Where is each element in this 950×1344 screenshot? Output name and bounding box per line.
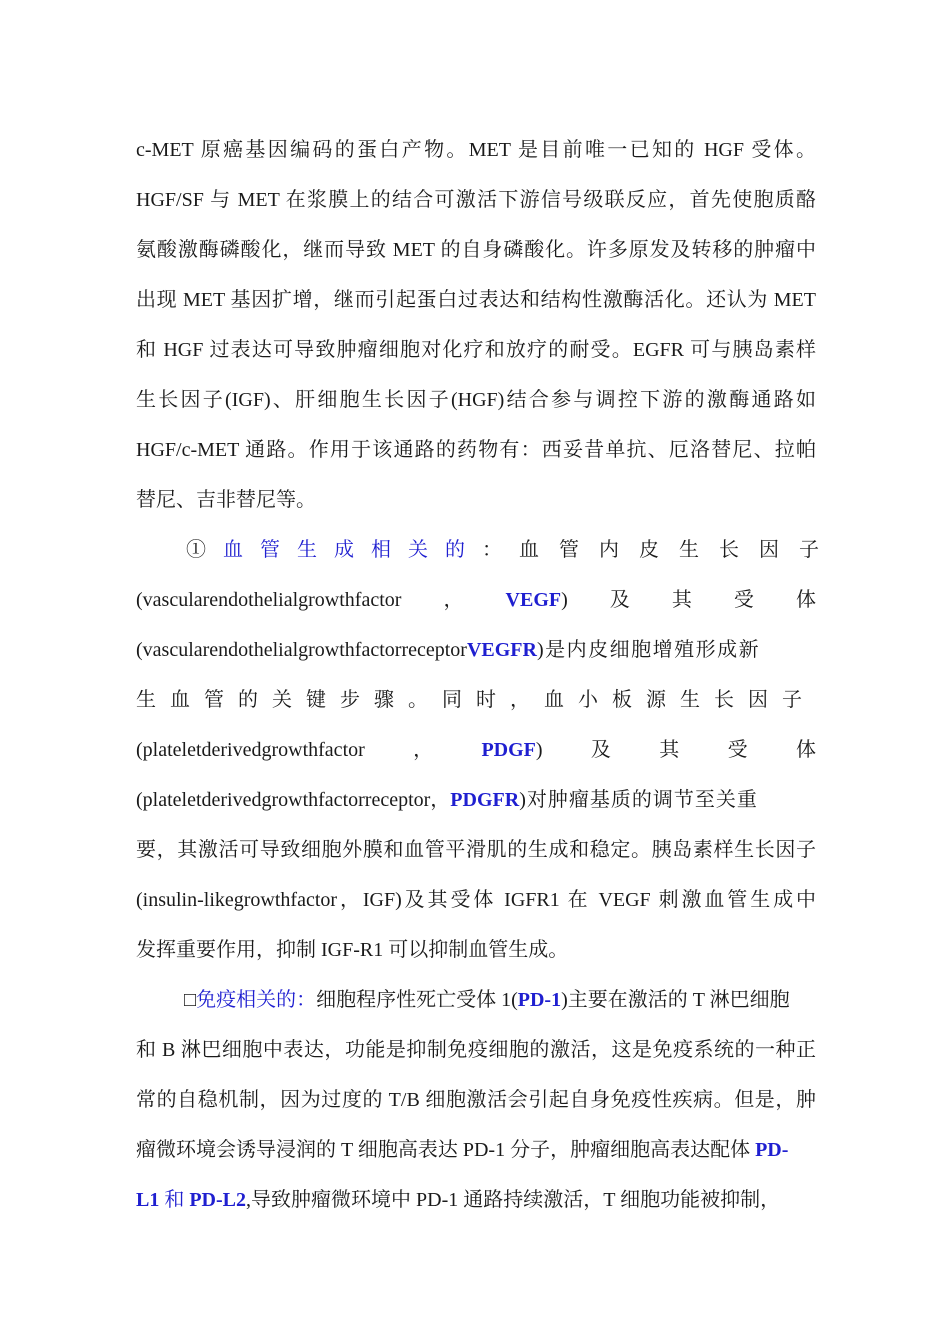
vegf-abbrev: VEGF <box>505 589 562 611</box>
paragraph2-line5-paren: ) <box>535 739 543 761</box>
paragraph2-line1-rest: 血管内皮生长因子 <box>519 539 839 561</box>
paragraph1-line4: 出现 MET 基因扩增，继而引起蛋白过表达和结构性激酶活化。还认为 MET <box>136 289 816 311</box>
paragraph2-line2-term: (vascularendothelialgrowthfactor <box>136 589 402 611</box>
paragraph2-line2-char2: 其 <box>671 589 692 611</box>
paragraph2-line2-char3: 受 <box>733 589 754 611</box>
paragraph2-line3 <box>136 638 816 662</box>
paragraph1-line8: 替尼、吉非替尼等。 <box>136 489 316 511</box>
paragraph2-line6 <box>136 788 816 812</box>
paragraph2-line6-rest: )对肿瘤基质的调节至关重 <box>519 789 758 811</box>
paragraph1-line7: HGF/c-MET 通路。作用于该通路的药物有：西妥昔单抗、厄洛替尼、拉帕 <box>136 439 816 461</box>
paragraph2-line5-char4: 体 <box>795 739 816 761</box>
paragraph2-line2-char1: 及 <box>609 589 630 611</box>
paragraph2-line2-comma: ， <box>443 589 464 611</box>
paragraph3-line1-rest: )主要在激活的 T 淋巴细胞 <box>561 989 790 1011</box>
pd-l1-abbrev-part2: L1 <box>136 1189 160 1211</box>
paragraph2-line5-char3: 受 <box>727 739 748 761</box>
paragraph2-line6-term: (plateletderivedgrowthfactorreceptor， <box>136 789 451 811</box>
paragraph2-line5-comma: ， <box>413 739 434 761</box>
paragraph2-line3-rest: )是内皮细胞增殖形成新 <box>536 639 761 661</box>
paragraph1-line1: c-MET 原癌基因编码的蛋白产物。MET 是目前唯一已知的 HGF 受体。 <box>136 139 816 161</box>
paragraph2-line7: 要，其激活可导致细胞外膜和血管平滑肌的生成和稳定。胰岛素样生长因子 <box>136 839 816 861</box>
paragraph2-line5-char1: 及 <box>590 739 611 761</box>
pd-l2-abbrev: PD-L2 <box>189 1189 247 1211</box>
pdgf-abbrev: PDGF <box>481 739 536 761</box>
paragraph2-line2-char4: 体 <box>795 589 816 611</box>
paragraph3-line1 <box>184 988 816 1012</box>
pd1-abbrev: PD-1 <box>517 989 562 1011</box>
paragraph2-line8: (insulin-likegrowthfactor，IGF)及其受体 IGFR1 在 VEGF 刺激血管生成中 <box>136 889 816 911</box>
paragraph2-line3-term: (vascularendothelialgrowthfactorreceptor <box>136 639 467 661</box>
paragraph1-line2: HGF/SF 与 MET 在浆膜上的结合可激活下游信号级联反应，首先使胞质酪 <box>136 189 816 211</box>
paragraph3-heading: 免疫相关的： <box>196 989 317 1011</box>
vegfr-abbrev: VEGFR <box>466 639 537 661</box>
pdgfr-abbrev: PDGFR <box>450 789 520 811</box>
paragraph3-line5-rest: ,导致肿瘤微环境中 PD-1 通路持续激活，T 细胞功能被抑制， <box>246 1189 781 1211</box>
paragraph2-line5 <box>136 738 816 762</box>
paragraph1-line3: 氨酸激酶磷酸化，继而导致 MET 的自身磷酸化。许多原发及转移的肿瘤中 <box>136 239 816 261</box>
paragraph3-marker: □ <box>184 989 197 1011</box>
paragraph3-line5 <box>136 1188 816 1212</box>
paragraph2-line1 <box>186 538 839 562</box>
paragraph2-line2 <box>136 588 816 612</box>
paragraph3-line3: 常的自稳机制，因为过度的 T/B 细胞激活会引起自身免疫性疾病。但是，肿 <box>136 1089 816 1111</box>
paragraph3-line4-text: 瘤微环境会诱导浸润的 T 细胞高表达 PD-1 分子，肿瘤细胞高表达配体 <box>136 1139 756 1161</box>
paragraph2-heading: 血管生成相关的 <box>223 539 482 561</box>
paragraph2-line2-paren: ) <box>561 589 568 611</box>
paragraph2-marker: ① <box>186 539 223 561</box>
paragraph3-and: 和 <box>159 1189 190 1211</box>
paragraph3-line1-text: 细胞程序性死亡受体 1( <box>316 989 518 1011</box>
paragraph2-line4: 生血管的关键步骤。同时，血小板源生长因子 <box>136 689 816 711</box>
paragraph3-line2: 和 B 淋巴细胞中表达，功能是抑制免疫细胞的激活，这是免疫系统的一种正 <box>136 1039 816 1061</box>
pd-l1-abbrev-part1: PD- <box>755 1139 789 1161</box>
paragraph2-colon: ： <box>482 539 519 561</box>
paragraph3-line4 <box>136 1138 816 1162</box>
paragraph1-line5: 和 HGF 过表达可导致肿瘤细胞对化疗和放疗的耐受。EGFR 可与胰岛素样 <box>136 339 816 361</box>
paragraph2-line5-char2: 其 <box>659 739 680 761</box>
paragraph2-line9: 发挥重要作用，抑制 IGF-R1 可以抑制血管生成。 <box>136 939 569 961</box>
paragraph1-line6: 生长因子(IGF)、肝细胞生长因子(HGF)结合参与调控下游的激酶通路如 <box>136 389 816 411</box>
paragraph2-line5-term: (plateletderivedgrowthfactor <box>136 739 365 761</box>
